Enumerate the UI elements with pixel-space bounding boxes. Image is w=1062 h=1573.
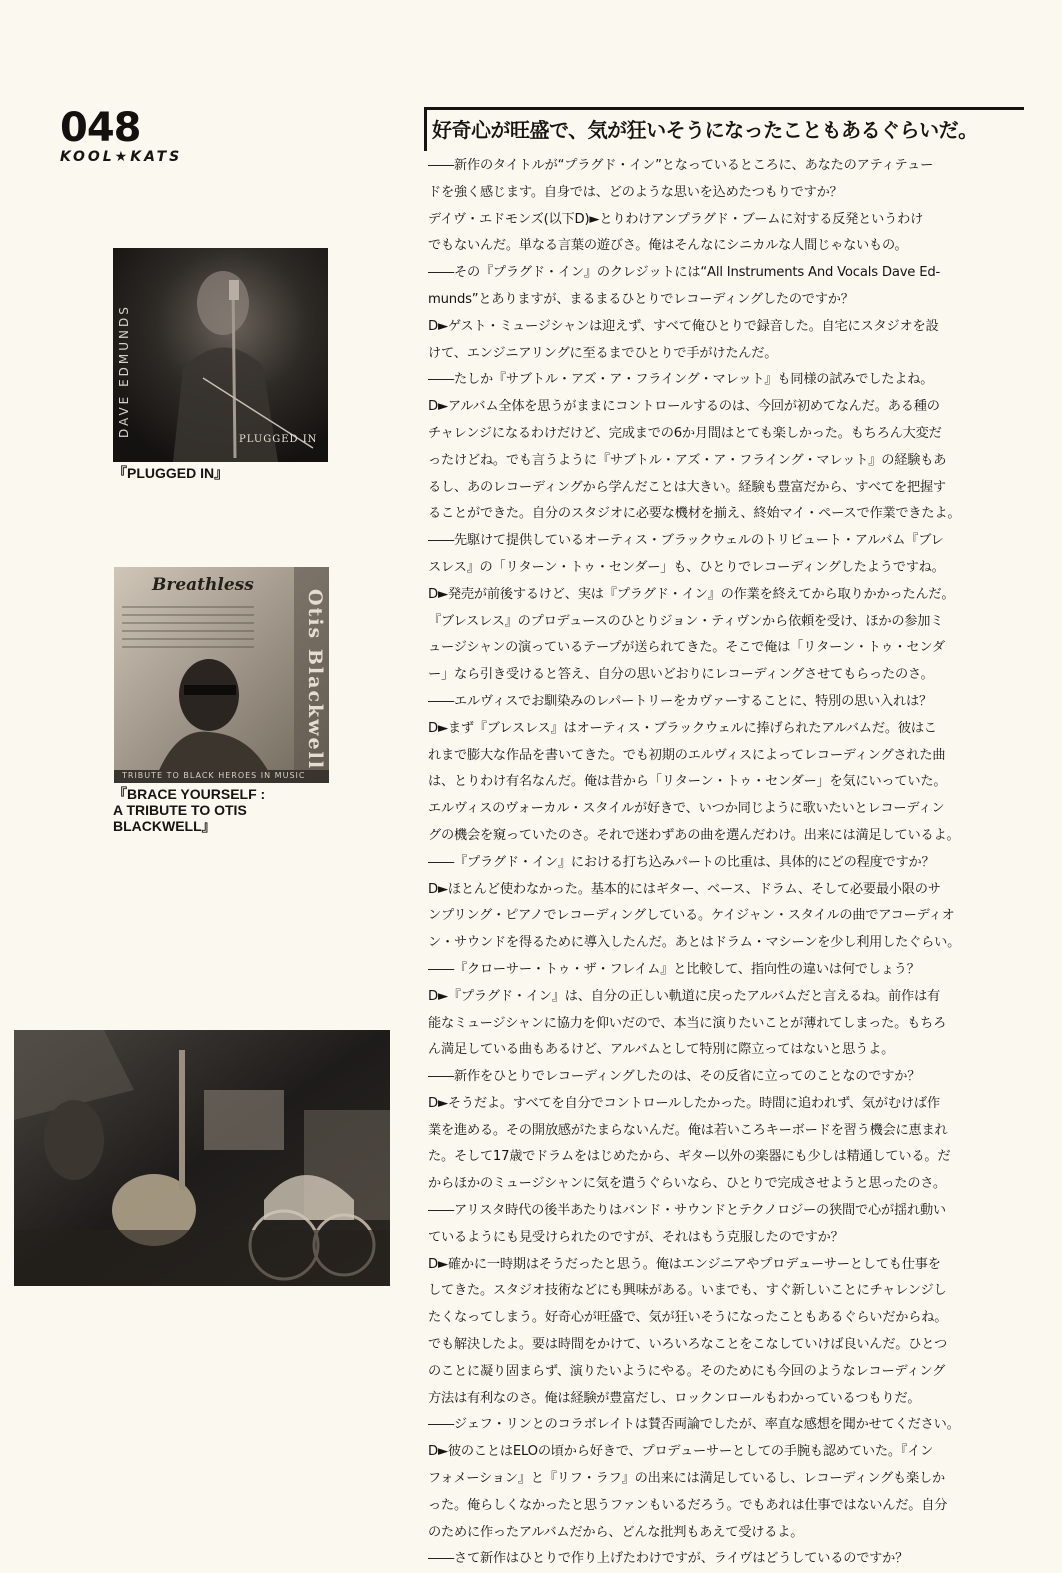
article-line: ったけどね。でも言うように『サブトル・アズ・ア・フライング・マレット』の経験もあ [428,452,947,468]
article-line: D►『プラグド・イン』は、自分の正しい軌道に戻ったアルバムだと言えるね。前作は有 [428,988,940,1004]
article-line: 方法は有利なのさ。俺は経験が豊富だし、ロックンロールもわかっているつもりだ。 [428,1390,921,1406]
article-line: ー」なら引き受けると答え、自分の思いどおりにレコーディングさせてもらったのさ。 [428,667,934,683]
article-line: デイヴ・エドモンズ(以下D)►とりわけアンプラグド・ブームに対する反発というわけ [428,211,924,227]
article-line: D►確かに一時期はそうだったと思う。俺はエンジニアやプロデューサーとしても仕事を [428,1256,941,1272]
article-line: D►彼のことはELOの頃から好きで、プロデューサーとしての手腕も認めていた。『イン [428,1444,934,1460]
album2-caption-line-3: BLACKWELL』 [113,818,216,834]
article-line: スレス』の「リターン・トゥ・センダー」も、ひとりでレコーディングしたようですね。 [428,559,945,575]
artist-photo [14,1030,390,1286]
article-line: のことに凝り固まらず、演りたいようにやる。そのためにも今回のようなレコーディング [428,1363,946,1379]
section-name: KOOL★KATS [60,149,183,165]
article-line: してきた。スタジオ技術などにも興味がある。いまでも、すぐ新しいことにチャレンジし [428,1283,947,1299]
article-line: からほかのミュージシャンに気を遣うぐらいなら、ひとりで完成させようと思ったのさ。 [428,1176,946,1192]
article-line: は、とりわけ有名なんだ。俺は昔から「リターン・トゥ・センダー」を気にいっていた。 [428,774,947,790]
album2-caption-line-2: A TRIBUTE TO OTIS [113,802,247,818]
article-line: ん満足している曲もあるけど、アルバムとして特別に際立ってはないと思うよ。 [428,1042,895,1058]
article-line: グの機会を窺っていたのさ。それで迷わずあの曲を選んだわけ。出来には満足しているよ。 [428,827,960,843]
article-line: ているようにも見受けられたのですが、それはもう克服したのですか？ [428,1229,844,1245]
article-line: ――さて新作はひとりで作り上げたわけですが、ライヴはどうしているのですか？ [428,1551,909,1567]
album-cover-plugged-in-art [113,248,328,462]
article-line: D►発売が前後するけど、実は『プラグド・イン』の作業を終えてから取りかかったんだ。 [428,586,955,602]
album-cover-brace-yourself [114,567,329,783]
album1-caption: 『PLUGGED IN』 [113,465,229,481]
article-line: D►まず『ブレスレス』はオーティス・ブラックウェルに捧げられたアルバムだ。彼はこ [428,720,937,736]
album1-title-text: PLUGGED IN [239,434,318,445]
article-line: ることができた。自分のスタジオに必要な機材を揃え、終始マイ・ペースで作業できたよ。 [428,506,961,522]
album2-title-text: Breathless [152,575,254,595]
article-line: ――ジェフ・リンとのコラボレイトは賛否両論でしたが、率直な感想を聞かせてください。 [428,1417,960,1433]
article-line: た。そして17歳でドラムをはじめたから、ギター以外の楽器にも少しは精通している。だ [428,1149,951,1165]
article-line: チャレンジになるわけだけど、完成までの6か月間はとても楽しかった。もちろん大変だ [428,425,942,441]
article-line: のために作ったアルバムだから、どんな批判もあえて受けるよ。 [428,1524,804,1540]
article-line: ドを強く感じます。自身では、どのような思いを込めたつもりですか？ [428,184,843,200]
article-line: けて、エンジニアリングに至るまでひとりで手がけたんだ。 [428,345,778,361]
article-line: ンプリング・ピアノでレコーディングしている。ケイジャン・スタイルの曲でアコーディオ [428,908,955,924]
album1-vertical-text: DAVE EDMUNDS [117,304,131,438]
album-cover-plugged-in [113,248,328,462]
album2-bottom-text: TRIBUTE TO BLACK HEROES IN MUSIC [122,771,306,780]
article-line: D►そうだよ。すべてを自分でコントロールしたかった。時間に追われず、気がむけば作 [428,1095,940,1111]
article-line: ――先駆けて提供しているオーティス・ブラックウェルのトリビュート・アルバム『ブレ [428,533,944,549]
album-cover-brace-yourself-art [114,567,329,783]
article-line: ――たしか『サブトル・アズ・ア・フライング・マレット』も同様の試みでしたよね。 [428,372,934,388]
article-line: エルヴィスのヴォーカル・スタイルが好きで、いつか同じように歌いたいとレコーディン [428,801,945,817]
article-line: でも解決したよ。要は時間をかけて、いろいろなことをこなしていけば良いんだ。ひとつ [428,1337,947,1353]
article-line: munds”とありますが、まるまるひとりでレコーディングしたのですか？ [428,291,854,307]
article-line: ――その『プラグド・イン』のクレジットには“All Instruments And Vocals Dave Ed- [428,265,941,281]
article-line: ――エルヴィスでお馴染みのレパートリーをカヴァーすることに、特別の思い入れは？ [428,693,933,709]
article-line: れまで膨大な作品を書いてきた。でも初期のエルヴィスによってレコーディングされた曲 [428,747,946,763]
artist-photo-art [14,1030,390,1286]
article-line: D►アルバム全体を思うがままにコントロールするのは、今回が初めてなんだ。ある種の [428,399,940,415]
article-line: ――新作をひとりでレコーディングしたのは、その反省に立ってのことなのですか？ [428,1069,921,1085]
article-line: ――アリスタ時代の後半あたりはバンド・サウンドとテクノロジーの狭間で心が揺れ動い [428,1203,946,1219]
article-body [428,153,1026,1573]
article-line: ――新作のタイトルが“プラグド・イン”となっているところに、あなたのアティテュー [428,158,934,173]
article-line: るし、あのレコーディングから学んだことは大きい。経験も豊富だから、すべてを把握す [428,479,946,495]
article-line: 業を進める。その開放感がたまらないんだ。俺は若いころキーボードを習う機会に恵まれ [428,1122,948,1138]
article-line: ュージシャンの演っているテープが送られてきた。そこで俺は「リターン・トゥ・センダ [428,640,945,656]
article-line: でもないんだ。単なる言葉の遊びさ。俺はそんなにシニカルな人間じゃないもの。 [428,238,908,254]
article-line: った。俺らしくなかったと思うファンもいるだろう。でもあれは仕事ではないんだ。自分 [428,1497,948,1513]
article-line: D►ほとんど使わなかった。基本的にはギター、ベース、ドラム、そして必要最小限のサ [428,881,941,897]
article-line: ――『クローサー・トゥ・ザ・フレイム』と比較して、指向性の違いは何でしょう？ [428,961,920,977]
album2-side-text: Otis Blackwell [304,589,326,771]
article-line: ン・サウンドを得るために導入したんだ。あとはドラム・マシーンを少し利用したぐらい。 [428,935,961,951]
article-line: ――『プラグド・イン』における打ち込みパートの比重は、具体的にどの程度ですか？ [428,854,935,870]
article-line: たくなってしまう。好奇心が旺盛で、気が狂いそうになったこともあるぐらいだからね。 [428,1310,948,1326]
album2-caption-line-1: 『BRACE YOURSELF : [113,786,266,802]
article-line: 『ブレスレス』のプロデュースのひとりジョン・ティヴンから依頼を受け、ほかの参加ミ [428,613,944,629]
page-number: 048 [60,105,141,151]
article-line: D►ゲスト・ミュージシャンは迎えず、すべて俺ひとりで録音した。自宅にスタジオを設 [428,318,939,334]
article-line: フォメーション』と『リフ・ラフ』の出来には満足しているし、レコーディングも楽しか [428,1471,945,1487]
article-line: 能なミュージシャンに協力を仰いだので、本当に演りたいことが薄れてしまった。もちろ [428,1015,947,1031]
article-headline: 好奇心が旺盛で、気が狂いそうになったこともあるぐらいだ。 [432,118,978,142]
